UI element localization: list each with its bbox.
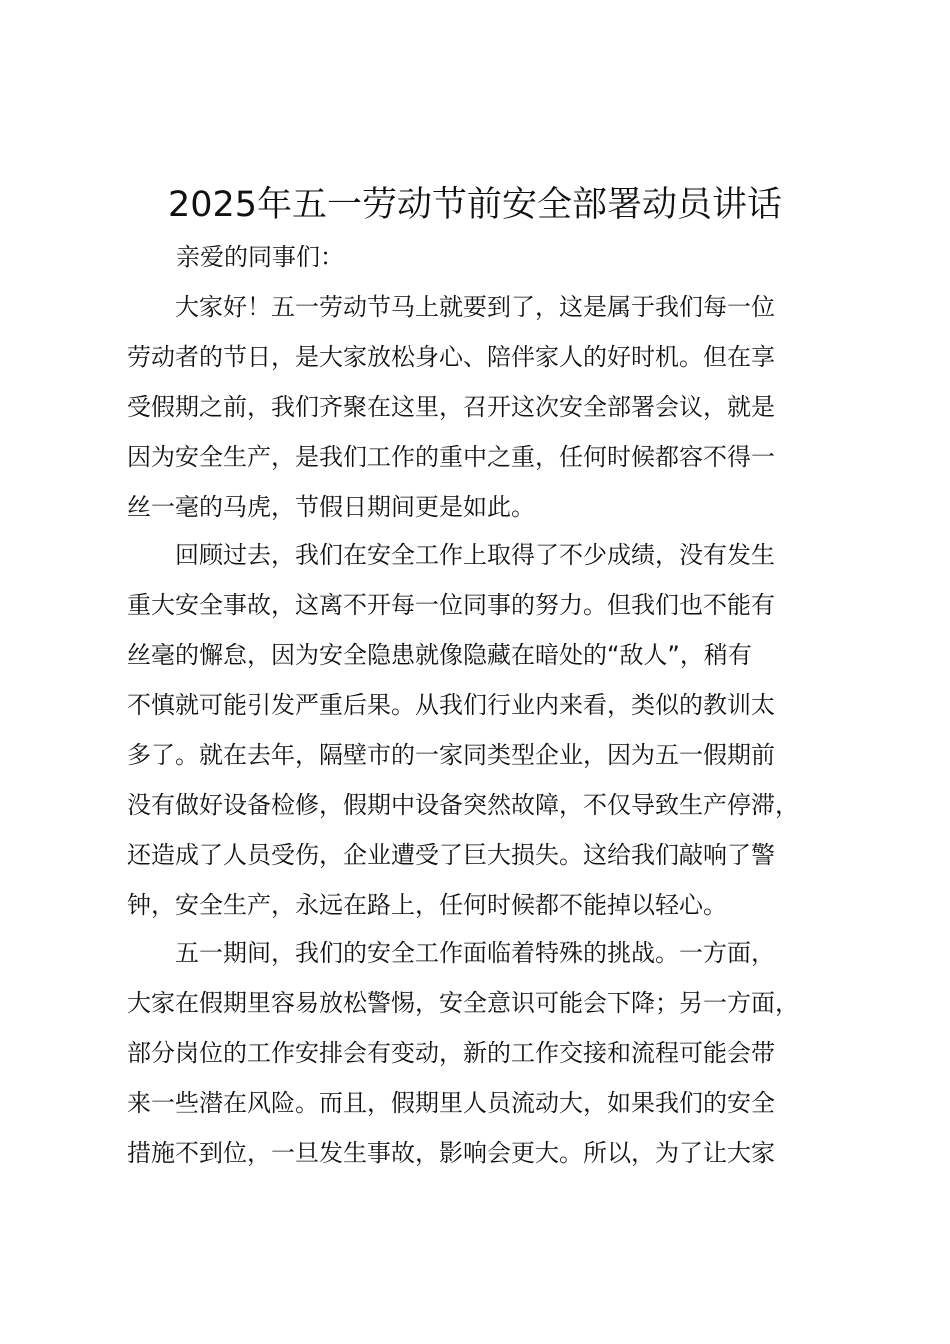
- paragraph-line: 还造成了人员受伤，企业遭受了巨大损失。这给我们敲响了警: [127, 841, 775, 869]
- paragraph-line: 回顾过去，我们在安全工作上取得了不少成绩，没有发生: [127, 541, 775, 569]
- greeting-line: 亲爱的同事们：: [176, 243, 344, 271]
- paragraph-line: 钟，安全生产，永远在路上，任何时候都不能掉以轻心。: [127, 891, 727, 919]
- paragraph-line: 多了。就在去年，隔壁市的一家同类型企业，因为五一假期前: [127, 741, 775, 769]
- paragraph-line: 劳动者的节日，是大家放松身心、陪伴家人的好时机。但在享: [127, 343, 775, 371]
- paragraph-line: 来一些潜在风险。而且，假期里人员流动大，如果我们的安全: [127, 1089, 775, 1117]
- paragraph-line: 丝一毫的马虎，节假日期间更是如此。: [127, 493, 535, 521]
- paragraph-line: 受假期之前，我们齐聚在这里，召开这次安全部署会议，就是: [127, 393, 775, 421]
- paragraph-line: 没有做好设备检修，假期中设备突然故障，不仅导致生产停滞，: [127, 791, 799, 819]
- paragraph-line: 丝毫的懈怠，因为安全隐患就像隐藏在暗处的“敌人”，稍有: [127, 641, 752, 669]
- paragraph-line: 措施不到位，一旦发生事故，影响会更大。所以，为了让大家: [127, 1139, 775, 1167]
- document-title: 2025年五一劳动节前安全部署动员讲话: [167, 185, 783, 225]
- paragraph-line: 因为安全生产，是我们工作的重中之重，任何时候都容不得一: [127, 443, 775, 471]
- paragraph-line: 五一期间，我们的安全工作面临着特殊的挑战。一方面，: [127, 939, 775, 967]
- paragraph-line: 重大安全事故，这离不开每一位同事的努力。但我们也不能有: [127, 591, 775, 619]
- paragraph-line: 部分岗位的工作安排会有变动，新的工作交接和流程可能会带: [127, 1039, 775, 1067]
- paragraph-line: 大家在假期里容易放松警惕，安全意识可能会下降；另一方面，: [127, 989, 799, 1017]
- paragraph-line: 大家好！五一劳动节马上就要到了，这是属于我们每一位: [127, 293, 775, 321]
- paragraph-line: 不慎就可能引发严重后果。从我们行业内来看，类似的教训太: [127, 691, 775, 719]
